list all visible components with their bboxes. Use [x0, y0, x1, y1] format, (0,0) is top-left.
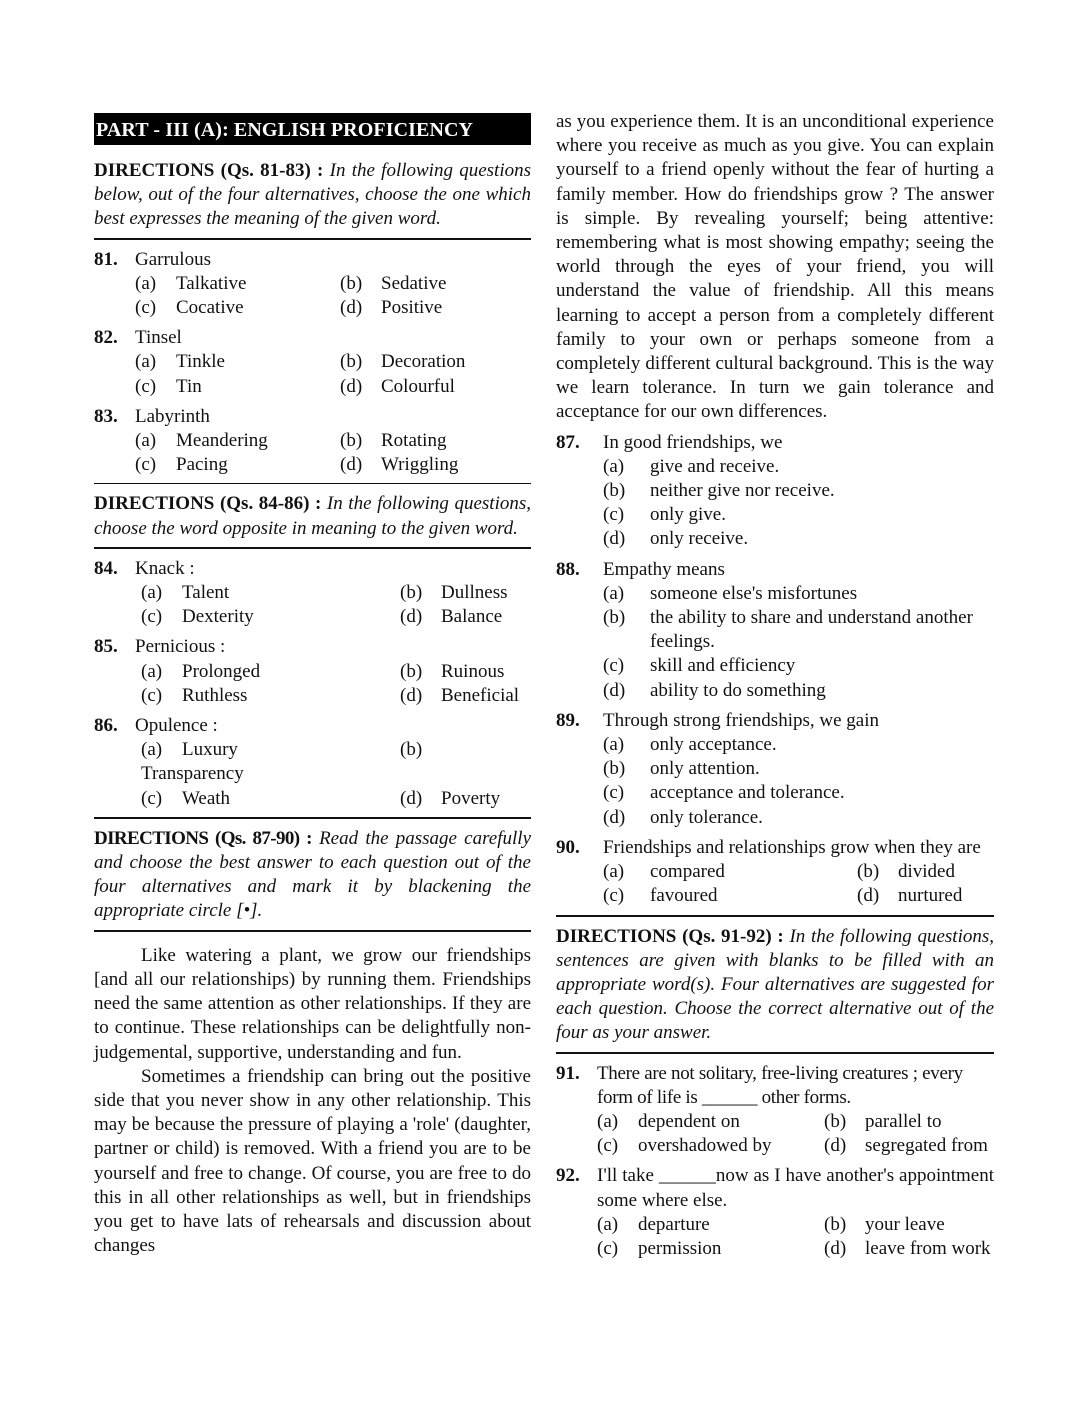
question-number: 89.	[556, 709, 580, 731]
question-87	[556, 431, 994, 552]
right-column	[556, 110, 994, 1267]
reading-passage-part-1	[94, 944, 531, 1259]
directions-label: DIRECTIONS (Qs. 87-90) :	[94, 827, 312, 849]
option-d: (d) Wriggling	[340, 454, 459, 476]
question-text: Opulence :	[135, 715, 218, 737]
question-text: Labyrinth	[135, 405, 210, 427]
directions-label: DIRECTIONS (Qs. 91-92) :	[556, 925, 784, 947]
option-c: (c) Cocative	[135, 297, 244, 319]
divider	[94, 817, 531, 819]
question-text: Knack :	[135, 557, 195, 579]
option-d: (d) only receive.	[603, 528, 749, 550]
option-d: (d) Poverty	[400, 787, 501, 809]
divider	[94, 238, 531, 240]
option-b: (b) the ability to share and understand another feelings.	[603, 607, 973, 653]
directions-label: DIRECTIONS (Qs. 84-86) :	[94, 493, 322, 515]
option-b: (b) Sedative	[340, 272, 447, 294]
left-column	[94, 113, 531, 1258]
directions-81-83	[94, 159, 531, 232]
option-a: (a) someone else's misfortunes	[603, 582, 858, 604]
question-88	[556, 558, 994, 703]
option-d: (d) ability to do something	[603, 679, 826, 701]
question-text: Friendships and relationships grow when they are	[603, 836, 981, 858]
directions-text: In the following questions below, out of the four alternatives, choose the one which best expresses the meaning of the given word.	[94, 160, 531, 230]
option-a: (a) compared	[603, 861, 725, 883]
option-a: (a) Prolonged	[141, 660, 261, 682]
divider	[94, 547, 531, 549]
divider	[556, 1052, 994, 1054]
option-a: (a) only acceptance.	[603, 734, 777, 756]
option-b: (b) Decoration	[340, 351, 466, 373]
question-text: Garrulous	[135, 248, 211, 270]
option-c: (c) Dexterity	[141, 606, 254, 628]
option-d: (d) Positive	[340, 297, 443, 319]
question-number: 92.	[556, 1165, 580, 1187]
option-b: (b) Rotating	[340, 430, 447, 452]
option-c: (c) permission	[597, 1237, 722, 1259]
question-84	[94, 557, 531, 630]
question-text: Tinsel	[135, 327, 182, 349]
option-a: (a) Meandering	[135, 430, 268, 452]
option-b: (b) neither give nor receive.	[603, 480, 835, 502]
option-b: (b) Ruinous	[400, 660, 505, 682]
divider	[556, 915, 994, 917]
question-81	[94, 248, 531, 321]
option-c: (c) Weath	[141, 787, 231, 809]
option-c: (c) Pacing	[135, 454, 228, 476]
question-number: 84.	[94, 557, 118, 579]
option-b-wrapped-text: Transparency	[141, 763, 244, 785]
option-c: (c) Ruthless	[141, 684, 248, 706]
question-86	[94, 714, 531, 811]
directions-text: In the following questions, choose the word opposite in meaning to the given word.	[94, 493, 531, 539]
directions-87-90	[94, 827, 531, 924]
option-d: (d) Beneficial	[400, 684, 520, 706]
option-b: (b) divided	[857, 861, 955, 883]
option-a: (a) Talent	[141, 582, 230, 604]
option-d: (d) leave from work	[824, 1237, 991, 1259]
passage-paragraph: as you experience them. It is an unconditional experience where you receive as much as you give. You can explain yourself to a friend openly without the fear of hurting a family member. How do friendships grow ? The answer is simple. By revealing yourself; being attentive: remembering what is most showing empathy; seeing the world through the eyes of your friend, you will understand the value of friendship. All this means learning to accept a person from a completely different family to your own or perhaps someone from a completely different cultural background. This is the way we learn tolerance. In turn we gain tolerance and acceptance for our own differences.	[556, 111, 994, 423]
question-text: In good friendships, we	[603, 431, 783, 453]
directions-84-86	[94, 492, 531, 540]
passage-paragraph: Like watering a plant, we grow our friendships [and all our relationships) by running them. Friendships need the same attention as other relationships. If they are to continue. These relationships can be delightfully non-judgemental, supportive, understanding and fun.	[94, 944, 531, 1063]
directions-label: DIRECTIONS (Qs. 81-83) :	[94, 160, 324, 181]
question-number: 88.	[556, 558, 580, 580]
divider	[94, 930, 531, 932]
question-text: Empathy means	[603, 558, 725, 580]
option-a: (a) Tinkle	[135, 351, 225, 373]
passage-paragraph: Sometimes a friendship can bring out the positive side that you never show in any other relationship. This may be because the pressure of playing a 'role' (daughter, partner or child) is removed. With a friend you are to be yourself and free to change. Of course, you are free to do this in all other relationships as well, but in friendships you get to have lats of rehearsals and discussion about changes	[94, 1065, 531, 1257]
option-a: (a) dependent on	[597, 1110, 740, 1132]
option-d: (d) Colourful	[340, 375, 455, 397]
directions-text: Read the passage carefully and choose the best answer to each question out of the four alternatives and mark it by blackening the appropriate circle [•].	[94, 827, 532, 922]
question-number: 90.	[556, 836, 580, 858]
question-92	[556, 1164, 994, 1261]
part-heading: PART - III (A): ENGLISH PROFICIENCY	[94, 113, 531, 145]
question-number: 91.	[556, 1062, 580, 1084]
question-number: 82.	[94, 327, 118, 349]
question-82	[94, 326, 531, 399]
reading-passage-part-2	[556, 110, 994, 425]
option-d: (d) Balance	[400, 606, 503, 628]
directions-91-92	[556, 925, 994, 1046]
option-c: (c) Tin	[135, 375, 202, 397]
option-c: (c) overshadowed by	[597, 1135, 772, 1157]
option-b: (b)	[400, 739, 423, 761]
question-number: 87.	[556, 431, 580, 453]
option-b: (b) parallel to	[824, 1110, 942, 1132]
option-a: (a) Luxury	[141, 739, 238, 761]
option-b: (b) your leave	[824, 1213, 945, 1235]
question-text: Through strong friendships, we gain	[603, 709, 879, 731]
option-a: (a) departure	[597, 1213, 710, 1235]
question-number: 85.	[94, 636, 118, 658]
question-number: 86.	[94, 715, 118, 737]
divider	[94, 483, 531, 484]
question-text: I'll take ______now as I have another's appointment some where else.	[597, 1165, 994, 1211]
option-d: (d) nurtured	[857, 885, 963, 907]
question-number: 81.	[94, 248, 118, 270]
question-89	[556, 709, 994, 830]
option-d: (d) segregated from	[824, 1135, 988, 1157]
question-83	[94, 405, 531, 478]
question-text: There are not solitary, free-living creatures ; every form of life is ______ other forms.	[597, 1062, 963, 1108]
question-text: Pernicious :	[135, 636, 226, 658]
option-a: (a) Talkative	[135, 272, 247, 294]
option-b: (b) only attention.	[603, 758, 760, 780]
option-c: (c) favoured	[603, 885, 718, 907]
question-number: 83.	[94, 405, 118, 427]
question-91	[556, 1062, 994, 1159]
question-90	[556, 836, 994, 909]
question-85	[94, 635, 531, 708]
option-c: (c) acceptance and tolerance.	[603, 782, 845, 804]
option-c: (c) skill and efficiency	[603, 655, 796, 677]
option-d: (d) only tolerance.	[603, 806, 763, 828]
directions-text: In the following questions, sentences are given with blanks to be filled with an appropriate word(s). Four alternatives are suggested for each question. Choose the correct alternative out of the four as your answer.	[556, 925, 994, 1044]
option-b: (b) Dullness	[400, 582, 508, 604]
option-c: (c) only give.	[603, 504, 726, 526]
option-a: (a) give and receive.	[603, 455, 780, 477]
